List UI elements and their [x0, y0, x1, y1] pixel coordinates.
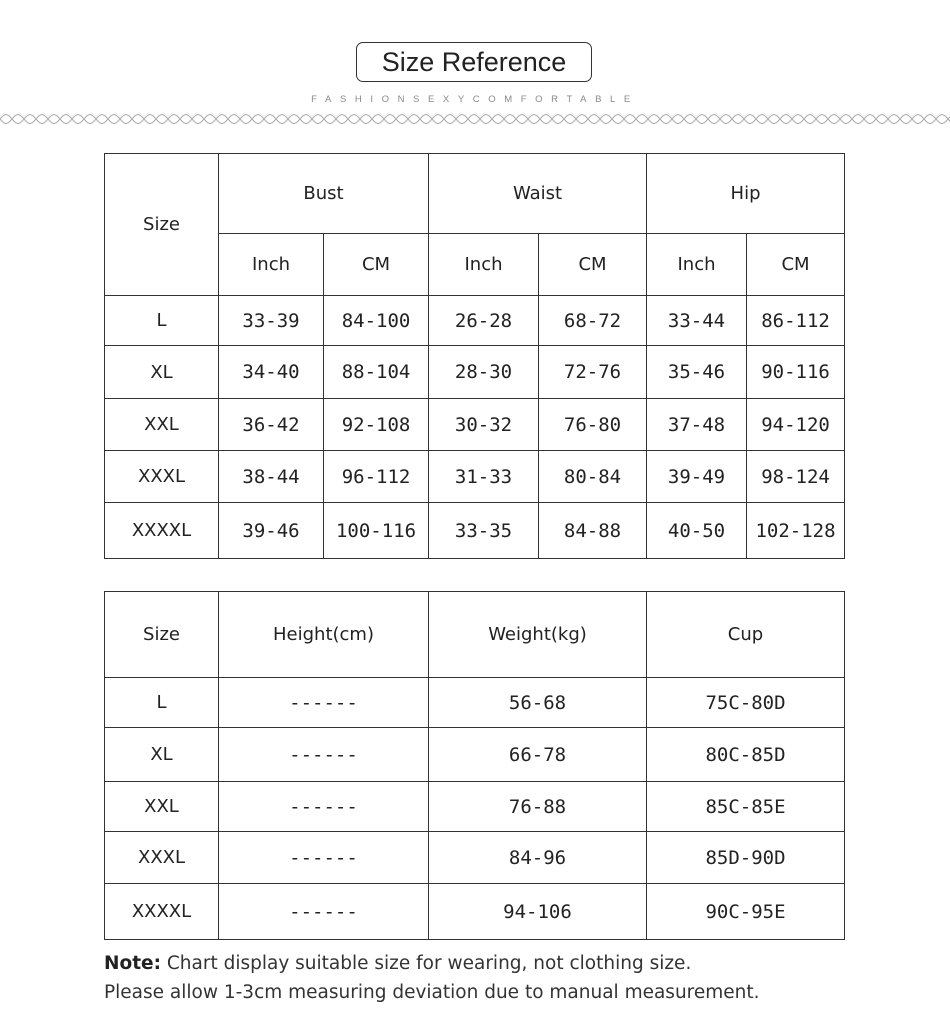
- size-cell: XXXL: [105, 832, 219, 884]
- value-cell: 86-112: [747, 296, 845, 346]
- waist-header: Waist: [429, 154, 647, 234]
- table-row: [105, 296, 845, 346]
- note-label: Note:: [104, 953, 161, 974]
- value-cell: 68-72: [539, 296, 647, 346]
- page-title-text: Size Reference: [381, 46, 567, 77]
- value-cell: 100-116: [324, 503, 429, 559]
- value-cell: 26-28: [429, 296, 539, 346]
- value-cell: 37-48: [647, 399, 747, 451]
- height-cell: ------: [219, 884, 429, 940]
- page-title: [356, 42, 592, 82]
- height-cell: ------: [219, 832, 429, 884]
- value-cell: 33-35: [429, 503, 539, 559]
- height-cell: ------: [219, 782, 429, 832]
- hip-header: Hip: [647, 154, 845, 234]
- value-cell: 90-116: [747, 346, 845, 399]
- unit-header: CM: [747, 234, 845, 296]
- table-row: [105, 728, 845, 782]
- decorative-wave-divider: [0, 112, 950, 126]
- value-cell: 98-124: [747, 451, 845, 503]
- table-row: [105, 832, 845, 884]
- value-cell: 40-50: [647, 503, 747, 559]
- size-cell: XL: [105, 728, 219, 782]
- value-cell: 72-76: [539, 346, 647, 399]
- cup-cell: 90C-95E: [647, 884, 845, 940]
- note-text-2: Please allow 1-3cm measuring deviation due to manual measurement.: [104, 982, 760, 1003]
- value-cell: 36-42: [219, 399, 324, 451]
- size-header: Size: [105, 592, 219, 678]
- value-cell: 35-46: [647, 346, 747, 399]
- size-cell: XXL: [105, 399, 219, 451]
- cup-header: Cup: [647, 592, 845, 678]
- size-cell: XXXXL: [105, 503, 219, 559]
- weight-cell: 94-106: [429, 884, 647, 940]
- unit-header: Inch: [647, 234, 747, 296]
- height-cell: ------: [219, 728, 429, 782]
- size-cell: XXXXL: [105, 884, 219, 940]
- cup-cell: 85D-90D: [647, 832, 845, 884]
- brand-tagline: FASHIONSEXYCOMFORTABLE: [311, 94, 639, 105]
- size-cell: XL: [105, 346, 219, 399]
- value-cell: 33-44: [647, 296, 747, 346]
- value-cell: 84-100: [324, 296, 429, 346]
- table-row: [105, 399, 845, 451]
- cup-cell: 75C-80D: [647, 678, 845, 728]
- value-cell: 34-40: [219, 346, 324, 399]
- table-row: [105, 782, 845, 832]
- table-row: [105, 346, 845, 399]
- value-cell: 28-30: [429, 346, 539, 399]
- value-cell: 39-46: [219, 503, 324, 559]
- body-size-table: [104, 591, 845, 940]
- size-cell: XXXL: [105, 451, 219, 503]
- value-cell: 33-39: [219, 296, 324, 346]
- unit-header: Inch: [219, 234, 324, 296]
- height-header: Height(cm): [219, 592, 429, 678]
- table-row: [105, 503, 845, 559]
- value-cell: 84-88: [539, 503, 647, 559]
- height-cell: ------: [219, 678, 429, 728]
- unit-header: CM: [539, 234, 647, 296]
- unit-header: CM: [324, 234, 429, 296]
- unit-header: Inch: [429, 234, 539, 296]
- value-cell: 38-44: [219, 451, 324, 503]
- value-cell: 30-32: [429, 399, 539, 451]
- value-cell: 92-108: [324, 399, 429, 451]
- size-cell: L: [105, 296, 219, 346]
- weight-cell: 56-68: [429, 678, 647, 728]
- size-cell: XXL: [105, 782, 219, 832]
- size-cell: L: [105, 678, 219, 728]
- value-cell: 76-80: [539, 399, 647, 451]
- size-notes: [104, 949, 924, 1007]
- size-header: Size: [105, 154, 219, 296]
- value-cell: 39-49: [647, 451, 747, 503]
- weight-cell: 84-96: [429, 832, 647, 884]
- table-row: [105, 451, 845, 503]
- table-row: [105, 884, 845, 940]
- cup-cell: 80C-85D: [647, 728, 845, 782]
- measurement-table: [104, 153, 845, 559]
- value-cell: 96-112: [324, 451, 429, 503]
- value-cell: 102-128: [747, 503, 845, 559]
- weight-header: Weight(kg): [429, 592, 647, 678]
- value-cell: 88-104: [324, 346, 429, 399]
- table-row: [105, 678, 845, 728]
- value-cell: 94-120: [747, 399, 845, 451]
- cup-cell: 85C-85E: [647, 782, 845, 832]
- value-cell: 80-84: [539, 451, 647, 503]
- bust-header: Bust: [219, 154, 429, 234]
- note-text-1: Chart display suitable size for wearing, not clothing size.: [166, 953, 692, 974]
- note-line-1: [104, 949, 924, 978]
- weight-cell: 76-88: [429, 782, 647, 832]
- weight-cell: 66-78: [429, 728, 647, 782]
- value-cell: 31-33: [429, 451, 539, 503]
